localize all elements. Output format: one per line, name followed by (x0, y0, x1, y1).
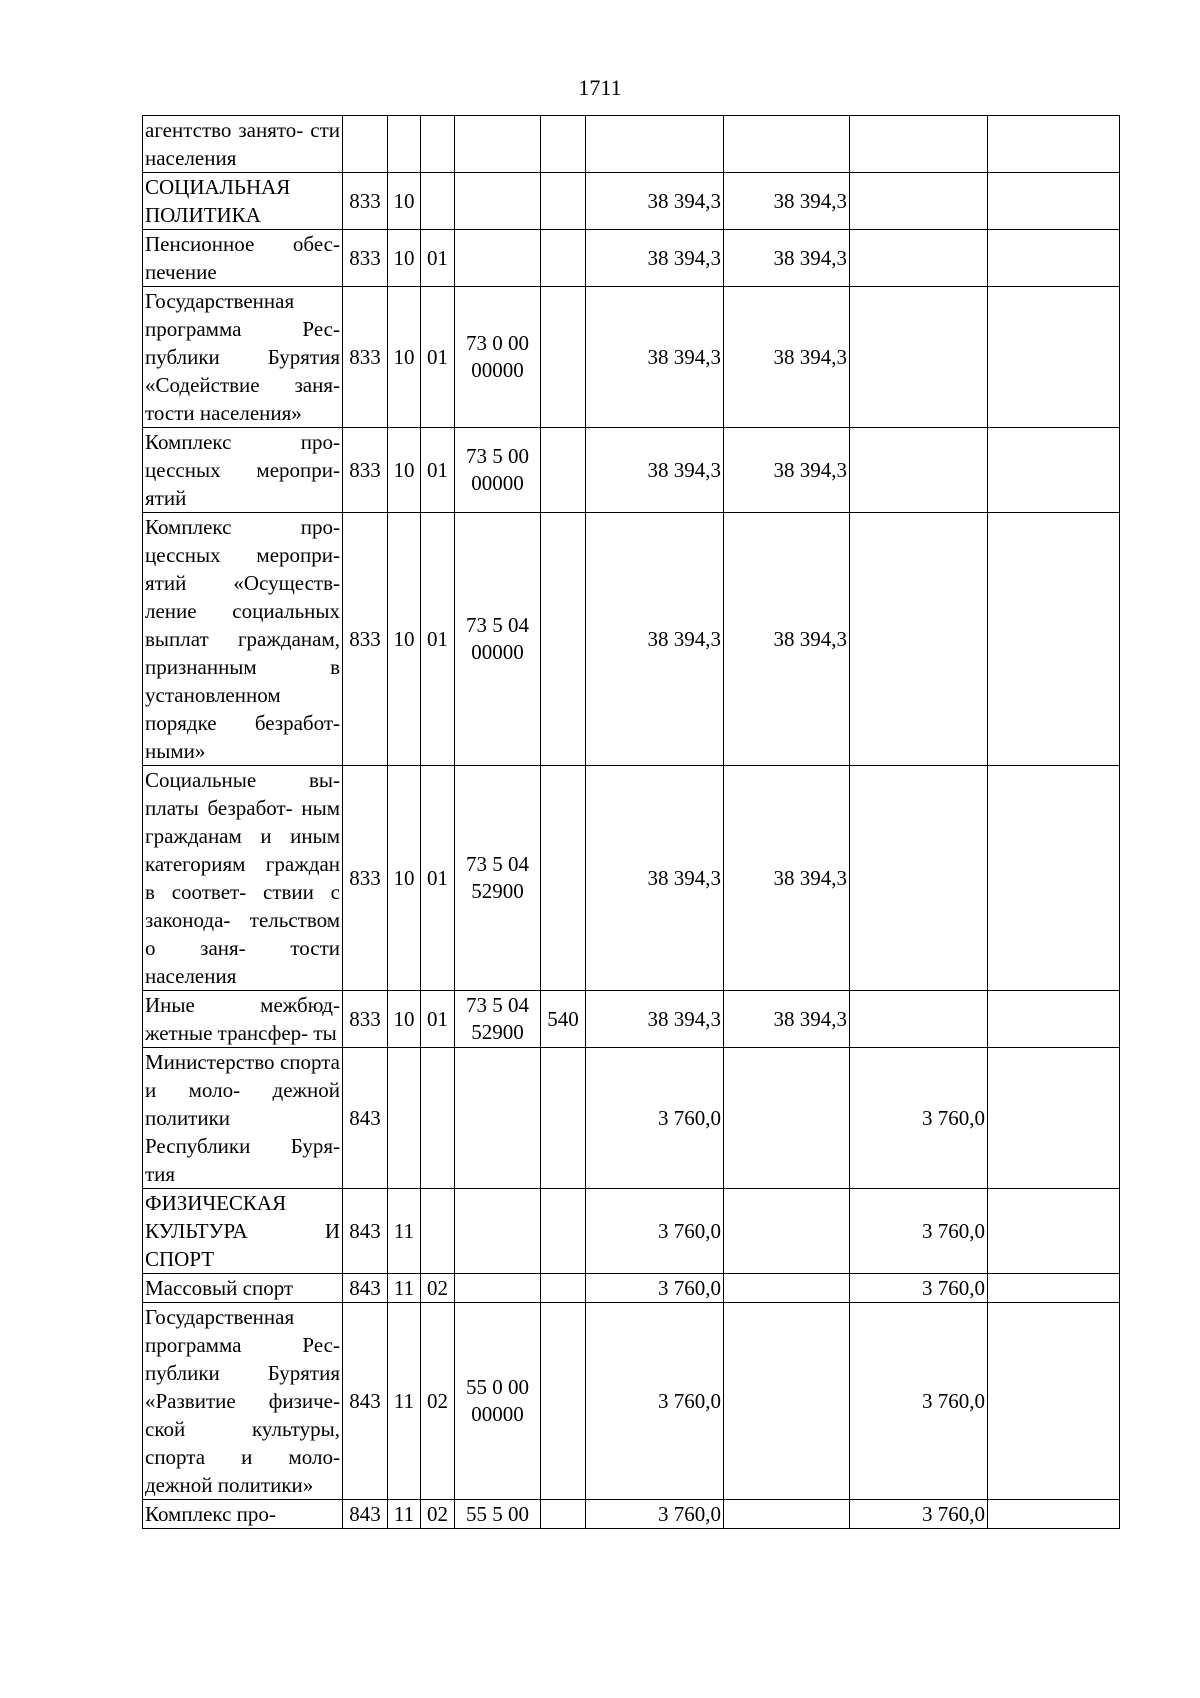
row-rz: 10 (388, 766, 421, 991)
row-gr (343, 116, 388, 173)
row-sum3 (850, 766, 988, 991)
row-sum4 (988, 116, 1120, 173)
row-sum3: 3 760,0 (850, 1500, 988, 1529)
row-name: ФИЗИЧЕСКАЯ КУЛЬТУРА И СПОРТ (143, 1189, 343, 1274)
row-vr: 540 (541, 991, 586, 1048)
row-sum3: 3 760,0 (850, 1274, 988, 1303)
row-sum3: 3 760,0 (850, 1048, 988, 1189)
table-row (143, 173, 1120, 230)
row-csr (455, 1189, 541, 1274)
row-rz: 10 (388, 287, 421, 428)
row-sum2: 38 394,3 (724, 513, 850, 766)
row-sum1: 38 394,3 (586, 513, 724, 766)
row-sum1: 38 394,3 (586, 230, 724, 287)
row-sum1: 38 394,3 (586, 991, 724, 1048)
row-sum2: 38 394,3 (724, 230, 850, 287)
row-sum1: 3 760,0 (586, 1189, 724, 1274)
row-sum1: 3 760,0 (586, 1303, 724, 1500)
row-sum4 (988, 1500, 1120, 1529)
row-sum3 (850, 991, 988, 1048)
row-name: Комплекс про- (143, 1500, 343, 1529)
row-gr: 843 (343, 1303, 388, 1500)
row-name: Пенсионное обес- печение (143, 230, 343, 287)
table-row (143, 766, 1120, 991)
row-vr (541, 287, 586, 428)
row-pr: 01 (421, 287, 455, 428)
row-rz: 11 (388, 1500, 421, 1529)
row-csr (455, 116, 541, 173)
row-csr (455, 173, 541, 230)
row-pr: 01 (421, 991, 455, 1048)
row-csr (455, 230, 541, 287)
row-sum1: 38 394,3 (586, 287, 724, 428)
row-pr: 02 (421, 1500, 455, 1529)
row-sum3 (850, 230, 988, 287)
row-sum2: 38 394,3 (724, 287, 850, 428)
row-pr: 01 (421, 230, 455, 287)
row-sum3: 3 760,0 (850, 1303, 988, 1500)
row-name: Массовый спорт (143, 1274, 343, 1303)
row-rz (388, 116, 421, 173)
row-vr (541, 173, 586, 230)
row-sum2 (724, 116, 850, 173)
table-row (143, 116, 1120, 173)
table-row (143, 1303, 1120, 1500)
row-gr: 833 (343, 287, 388, 428)
row-sum1 (586, 116, 724, 173)
row-sum4 (988, 1189, 1120, 1274)
row-vr (541, 1274, 586, 1303)
row-sum2 (724, 1303, 850, 1500)
row-gr: 833 (343, 428, 388, 513)
row-name: Государственная программа Рес- публики Бурятия «Содействие заня- тости населения» (143, 287, 343, 428)
table-row (143, 1500, 1120, 1529)
row-rz: 11 (388, 1189, 421, 1274)
row-sum4 (988, 230, 1120, 287)
row-csr: 73 0 00 00000 (455, 287, 541, 428)
row-name: Министерство спорта и моло- дежной политики Республики Буря- тия (143, 1048, 343, 1189)
row-sum3 (850, 173, 988, 230)
row-gr: 843 (343, 1189, 388, 1274)
row-csr: 73 5 04 00000 (455, 513, 541, 766)
row-gr: 833 (343, 991, 388, 1048)
row-sum2 (724, 1189, 850, 1274)
row-pr (421, 116, 455, 173)
row-gr: 833 (343, 766, 388, 991)
row-csr: 73 5 04 52900 (455, 766, 541, 991)
row-sum4 (988, 287, 1120, 428)
row-csr: 55 0 00 00000 (455, 1303, 541, 1500)
row-sum4 (988, 513, 1120, 766)
row-vr (541, 1500, 586, 1529)
table-row (143, 1189, 1120, 1274)
page-number: 1711 (578, 75, 622, 100)
table-row (143, 428, 1120, 513)
row-pr: 01 (421, 428, 455, 513)
row-sum4 (988, 173, 1120, 230)
row-gr: 843 (343, 1500, 388, 1529)
row-sum3 (850, 287, 988, 428)
row-sum4 (988, 428, 1120, 513)
row-csr: 73 5 00 00000 (455, 428, 541, 513)
row-sum2: 38 394,3 (724, 991, 850, 1048)
row-sum1: 3 760,0 (586, 1274, 724, 1303)
row-rz: 10 (388, 173, 421, 230)
row-vr (541, 116, 586, 173)
row-gr: 833 (343, 513, 388, 766)
row-vr (541, 1303, 586, 1500)
row-sum3 (850, 513, 988, 766)
row-csr (455, 1274, 541, 1303)
row-rz: 11 (388, 1274, 421, 1303)
row-sum4 (988, 1274, 1120, 1303)
row-rz: 10 (388, 513, 421, 766)
table-row (143, 230, 1120, 287)
row-name: Государственная программа Рес- публики Бурятия «Развитие физиче- ской культуры, спорта и моло- дежной политики» (143, 1303, 343, 1500)
table-row (143, 991, 1120, 1048)
row-sum1: 38 394,3 (586, 173, 724, 230)
row-gr: 833 (343, 230, 388, 287)
row-sum2 (724, 1048, 850, 1189)
row-sum2 (724, 1274, 850, 1303)
row-vr (541, 428, 586, 513)
row-csr: 73 5 04 52900 (455, 991, 541, 1048)
table-row (143, 513, 1120, 766)
row-sum2 (724, 1500, 850, 1529)
row-gr: 843 (343, 1048, 388, 1189)
row-name: Социальные вы- платы безработ- ным гражданам и иным категориям граждан в соответ- ствии с законода- тельством о заня- тости населения (143, 766, 343, 991)
row-pr: 02 (421, 1274, 455, 1303)
row-sum4 (988, 991, 1120, 1048)
row-pr: 02 (421, 1303, 455, 1500)
row-sum1: 38 394,3 (586, 428, 724, 513)
row-rz: 11 (388, 1303, 421, 1500)
row-vr (541, 513, 586, 766)
row-pr: 01 (421, 766, 455, 991)
row-sum3 (850, 116, 988, 173)
row-sum4 (988, 766, 1120, 991)
row-pr (421, 1048, 455, 1189)
row-sum1: 3 760,0 (586, 1500, 724, 1529)
table-row (143, 1048, 1120, 1189)
row-name: Комплекс про- цессных меропри- ятий «Осуществ- ление социальных выплат гражданам, признанным в установленном порядке безработ- ными» (143, 513, 343, 766)
row-gr: 843 (343, 1274, 388, 1303)
row-sum4 (988, 1048, 1120, 1189)
row-pr (421, 1189, 455, 1274)
row-csr (455, 1048, 541, 1189)
row-vr (541, 230, 586, 287)
row-pr (421, 173, 455, 230)
row-sum2: 38 394,3 (724, 766, 850, 991)
table-row (143, 287, 1120, 428)
budget-table (142, 115, 1120, 1529)
row-sum3: 3 760,0 (850, 1189, 988, 1274)
row-sum1: 38 394,3 (586, 766, 724, 991)
row-rz: 10 (388, 991, 421, 1048)
row-sum4 (988, 1303, 1120, 1500)
row-sum3 (850, 428, 988, 513)
row-rz: 10 (388, 428, 421, 513)
row-sum2: 38 394,3 (724, 428, 850, 513)
row-name: Иные межбюд- жетные трансфер- ты (143, 991, 343, 1048)
row-vr (541, 1048, 586, 1189)
row-sum1: 3 760,0 (586, 1048, 724, 1189)
row-rz: 10 (388, 230, 421, 287)
row-name: Комплекс про- цессных меропри- ятий (143, 428, 343, 513)
row-gr: 833 (343, 173, 388, 230)
row-rz (388, 1048, 421, 1189)
row-sum2: 38 394,3 (724, 173, 850, 230)
row-name: агентство занято- сти населения (143, 116, 343, 173)
table-row (143, 1274, 1120, 1303)
row-pr: 01 (421, 513, 455, 766)
row-vr (541, 1189, 586, 1274)
row-csr: 55 5 00 (455, 1500, 541, 1529)
row-vr (541, 766, 586, 991)
row-name: СОЦИАЛЬНАЯ ПОЛИТИКА (143, 173, 343, 230)
